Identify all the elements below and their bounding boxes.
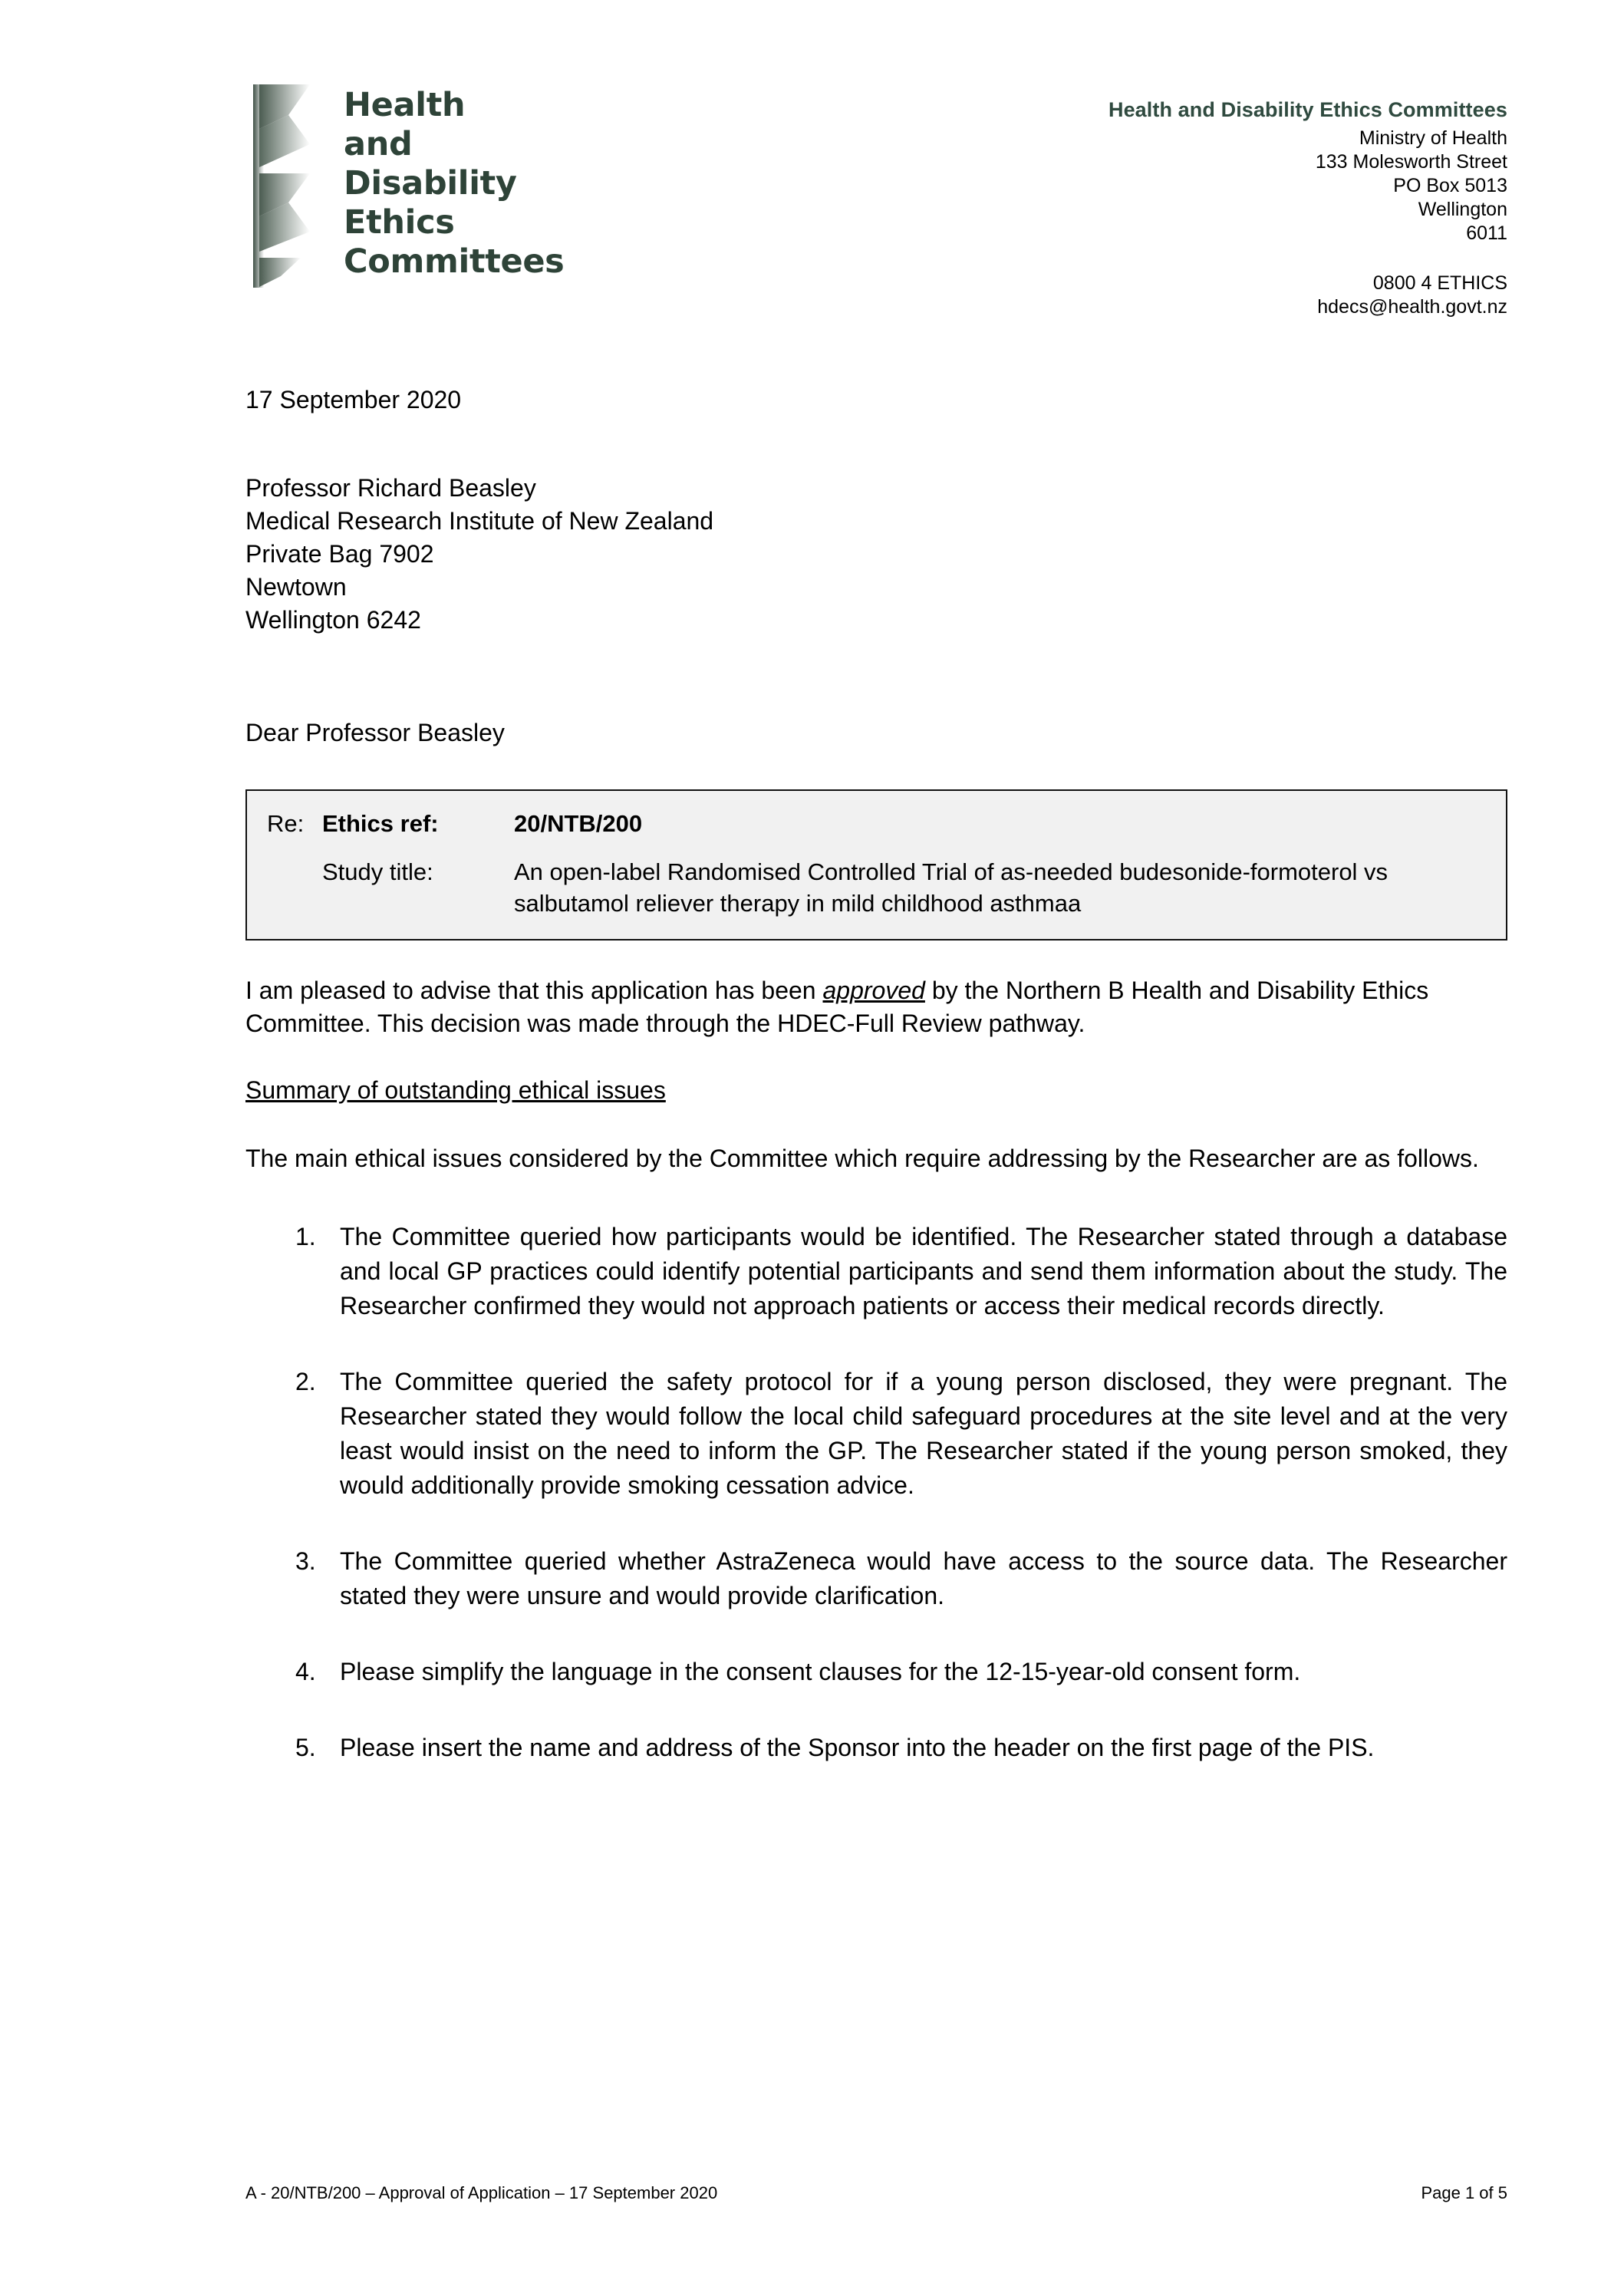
logo-word-5: Committees: [344, 242, 565, 281]
footer-reference: A - 20/NTB/200 – Approval of Application – 17 September 2020: [245, 2183, 718, 2202]
contact-title: Health and Disability Ethics Committees: [1108, 98, 1507, 121]
list-item-text: Please insert the name and address of the Sponsor into the header on the first page of the PIS.: [340, 1734, 1375, 1761]
list-item-marker: 2.: [295, 1368, 316, 1395]
list-item-marker: 4.: [295, 1658, 316, 1685]
re-row-ethics-ref: [267, 808, 1486, 839]
list-item-marker: 3.: [295, 1547, 316, 1575]
logo-word-2: and: [344, 125, 413, 163]
contact-phone: 0800 4 ETHICS: [1372, 272, 1507, 294]
list-item: [295, 1365, 1507, 1503]
contact-block: [1108, 97, 1507, 319]
spacer-after-date: [245, 417, 1507, 472]
organisation-logo: [253, 84, 564, 288]
study-title-value: An open-label Randomised Controlled Trial of as-needed budesonide-formoterol vs salbutamol reliever therapy in mild childhood asthmaa: [514, 858, 1388, 917]
spacer-before-salutation: [245, 637, 1507, 716]
study-title-label: Study title:: [322, 858, 433, 885]
list-item-marker: 5.: [295, 1734, 316, 1761]
contact-email[interactable]: hdecs@health.govt.nz: [1317, 296, 1507, 318]
list-item: [295, 1731, 1507, 1765]
recipient-city: Wellington 6242: [245, 606, 421, 634]
recipient-street: Private Bag 7902: [245, 540, 434, 568]
contact-spacer: [1108, 245, 1507, 272]
spacer-before-list: [245, 1175, 1507, 1220]
approval-text-before: I am pleased to advise that this application has been: [245, 977, 823, 1004]
ethics-ref-label: Ethics ref:: [322, 810, 439, 837]
list-item-text: The Committee queried how participants would be identified. The Researcher stated through a database and local GP practices could identify potential participants and send them information about the study. The Researcher confirmed they would not approach patients or access their medical records directly.: [340, 1223, 1507, 1319]
spacer-before-summary-heading: [245, 1040, 1507, 1074]
letterhead: [0, 0, 1624, 361]
approval-paragraph: [245, 974, 1507, 1040]
recipient-name: Professor Richard Beasley: [245, 474, 536, 502]
contact-line-ministry: Ministry of Health: [1359, 127, 1507, 149]
summary-heading: Summary of outstanding ethical issues: [245, 1076, 666, 1104]
list-item-text: Please simplify the language in the consent clauses for the 12-15-year-old consent form.: [340, 1658, 1301, 1685]
list-item-marker: 1.: [295, 1223, 316, 1250]
footer-page-number: Page 1 of 5: [1421, 2183, 1507, 2202]
list-item-text: The Committee queried the safety protocol for if a young person disclosed, they were pregnant. The Researcher stated they would follow the local child safeguard procedures at the site level and at the very least would insist on the need to inform the GP. The Researcher stated if the young person smoked, they would additionally provide smoking cessation advice.: [340, 1368, 1507, 1499]
re-box: [245, 789, 1507, 940]
list-item: [295, 1220, 1507, 1323]
list-item: [295, 1655, 1507, 1689]
letter-date: 17 September 2020: [245, 386, 462, 413]
re-label: Re:: [267, 810, 305, 837]
approval-text-after: by the Northern B Health and Disability Ethics Committee. This decision was made through the HDEC-Full Review pathway.: [245, 977, 1429, 1037]
recipient-suburb: Newtown: [245, 573, 347, 601]
page-footer: [245, 2182, 1507, 2204]
salutation: Dear Professor Beasley: [245, 719, 505, 746]
letter-body: [245, 384, 1507, 1807]
recipient-address: [245, 472, 1507, 637]
recipient-organisation: Medical Research Institute of New Zealand: [245, 507, 714, 535]
logo-word-3: Disability: [344, 164, 517, 203]
list-item: [295, 1544, 1507, 1613]
contact-line-city: Wellington: [1418, 199, 1507, 220]
contact-line-street: 133 Molesworth Street: [1315, 151, 1507, 173]
spacer-after-summary-heading: [245, 1107, 1507, 1142]
ethical-issues-list: [245, 1220, 1507, 1765]
approval-emphasis: approved: [822, 977, 925, 1004]
logo-wordmark: [344, 84, 564, 282]
contact-line-postcode: 6011: [1466, 222, 1507, 244]
re-row-study-title: [267, 856, 1486, 919]
spacer-before-re-box: [245, 749, 1507, 789]
summary-intro: The main ethical issues considered by the Committee which require addressing by the Researcher are as follows.: [245, 1145, 1479, 1172]
hdec-ribbon-logo-icon: [253, 84, 330, 288]
logo-word-4: Ethics: [344, 203, 455, 242]
list-item-text: The Committee queried whether AstraZeneca would have access to the source data. The Researcher stated they were unsure and would provide clarification.: [340, 1547, 1507, 1609]
contact-line-pobox: PO Box 5013: [1393, 175, 1507, 196]
ethics-ref-value: 20/NTB/200: [514, 810, 643, 837]
spacer-after-re-box: [245, 940, 1507, 974]
logo-word-1: Health: [344, 86, 466, 124]
